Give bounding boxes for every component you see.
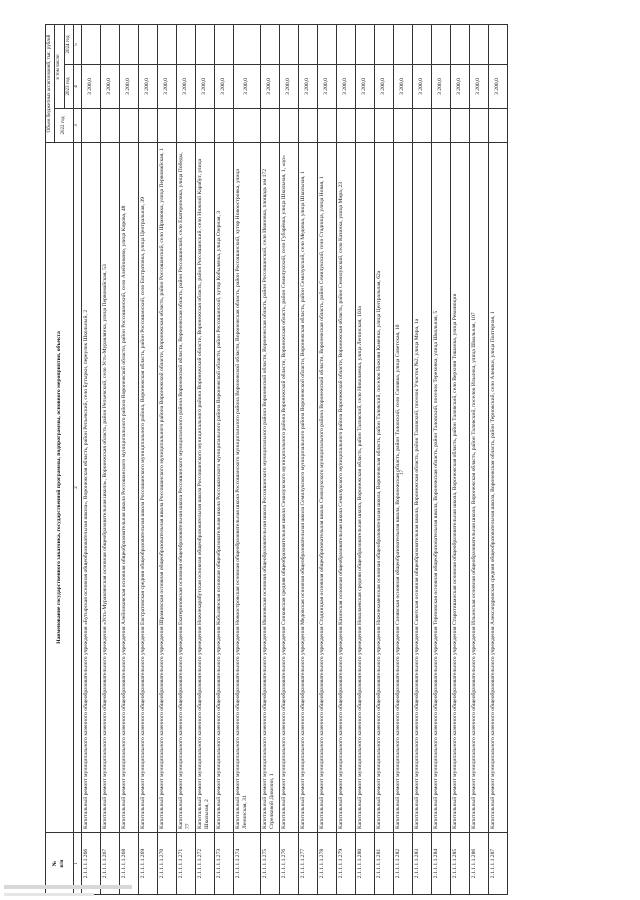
object-name: Капитальный ремонт муниципального казенного общеобразовательного учреждения «Усть-Муравлянская основная общеобразовательная школа», Воронежская область, район Репьевский, село Усть-Муравлянка, улица Первомайская, 53 [100, 143, 119, 833]
value-2024 [469, 25, 488, 65]
object-name: Капитальный ремонт муниципального казенного общеобразовательного учреждения Александровская средняя общеобразовательная школа, Воронежская область, район Терновский, село Алешки, улица Полтерная, 1 [488, 143, 507, 833]
value-2023: 3 200,0 [393, 65, 412, 109]
table-row [176, 25, 195, 895]
object-name: Капитальный ремонт муниципального казенного общеобразовательного учреждения Нижнекаменская основная общеобразовательная школа, Воронежская область, район Таловский, поселок Нижняя Каменка, улица Центральная, 62а [374, 143, 393, 833]
value-2023: 3 200,0 [431, 65, 450, 109]
value-2024 [260, 25, 279, 65]
column-index-row [73, 25, 81, 895]
value-2024 [233, 25, 260, 65]
scan-shadow [4, 893, 94, 896]
table-row [336, 25, 355, 895]
value-2022 [279, 109, 298, 143]
value-2024 [195, 25, 214, 65]
value-2023: 3 200,0 [81, 65, 100, 109]
object-name: Капитальный ремонт муниципального казенного общеобразовательного учреждения Евстратовская средняя общеобразовательная школа Россошанского муниципального района, Воронежская область, район Россошанский, село Евстратовка, улица Центральная, 39 [138, 143, 157, 833]
object-name: Капитальный ремонт муниципального казенного общеобразовательного учреждения Стадницкая основная общеобразовательная школа Семилукского муниципального района Воронежской области, Воронежская область, район Семилукский, село Стадница, улица Новая, 1 [317, 143, 336, 833]
value-2024 [138, 25, 157, 65]
value-2023: 3 200,0 [279, 65, 298, 109]
header-budget: Объем бюджетных ассигнований, тыс. рублей [46, 25, 55, 143]
table-row [431, 25, 450, 895]
header-2024: 2024 год [64, 25, 73, 65]
header-num: № п/п [46, 833, 74, 895]
row-number: 2.1.1.1.1.287 [488, 833, 507, 895]
value-2024 [81, 25, 100, 65]
column-index: 4 [73, 65, 81, 109]
value-2022 [157, 109, 176, 143]
object-name: Капитальный ремонт муниципального казенного общеобразовательного учреждения Нижнекарабутская основная общеобразовательная школа Россошанского муниципального района Воронежской области, Воронежская область, район Россошанский, село Нижний Карабут, улица Школьная, 2 [195, 143, 214, 833]
table-row [393, 25, 412, 895]
value-2023: 3 200,0 [336, 65, 355, 109]
value-2022 [488, 109, 507, 143]
row-number: 2.1.1.1.1.266 [81, 833, 100, 895]
value-2024 [157, 25, 176, 65]
value-2022 [138, 109, 157, 143]
row-number: 2.1.1.1.1.269 [138, 833, 157, 895]
object-name: Капитальный ремонт муниципального казенного общеобразовательного учреждения Екатериновская основная общеобразовательная школа Россошанского муниципального района Воронежской области, Воронежская область, район Россошанский, село Екатериновка, улица Победы, 77 [176, 143, 195, 833]
header-2022: 2022 год [55, 109, 74, 143]
object-name: Капитальный ремонт муниципального казенного общеобразовательного учреждения Тереховская основная общеобразовательная школа, Воронежская область, район Таловский, поселок Тереховка, улица Школьная, 5 [431, 143, 450, 833]
table-row [450, 25, 469, 895]
table-row [298, 25, 317, 895]
object-name: Капитальный ремонт муниципального казенного общеобразовательного учреждения Новоостровская основная общеобразовательная школа Россошанского муниципального района Воронежской области, Воронежская область, район Россошанский, хутор Новоостровка, улица Ленинская, 31 [233, 143, 260, 833]
table-row [355, 25, 374, 895]
value-2022 [298, 109, 317, 143]
value-2023: 3 200,0 [157, 65, 176, 109]
value-2022 [450, 109, 469, 143]
value-2022 [336, 109, 355, 143]
object-name: Капитальный ремонт муниципального казенного общеобразовательного учреждения Сонковская средняя общеобразовательная школа Семилукского муниципального района Воронежской области, Воронежская область, район Семилукский, село Губарёвка, улица Школьная, 1, «цо» [279, 143, 298, 833]
value-2023: 3 200,0 [488, 65, 507, 109]
column-index: 5 [73, 25, 81, 65]
table-row [157, 25, 176, 895]
value-2023: 3 200,0 [469, 65, 488, 109]
value-2023: 3 200,0 [138, 65, 157, 109]
value-2023: 3 200,0 [450, 65, 469, 109]
row-number: 2.1.1.1.1.286 [469, 833, 488, 895]
table-row [279, 25, 298, 895]
value-2022 [317, 109, 336, 143]
value-2024 [412, 25, 431, 65]
value-2023: 3 200,0 [100, 65, 119, 109]
row-number: 2.1.1.1.1.277 [298, 833, 317, 895]
value-2024 [450, 25, 469, 65]
object-name: Капитальный ремонт муниципального казенного общеобразовательного учреждения «Бутырская основная общеобразовательная школа», Воронежская область, район Репьевский, село Бутырки, переулок Школьный, 2 [81, 143, 100, 833]
row-number: 2.1.1.1.1.285 [450, 833, 469, 895]
row-number: 2.1.1.1.1.273 [214, 833, 233, 895]
table-row [214, 25, 233, 895]
object-name: Капитальный ремонт муниципального казенного общеобразовательного учреждения Старотишанская основная общеобразовательная школа, Воронежская область, район Таловский, село Верхняя Тишанка, улица Революции [450, 143, 469, 833]
row-number: 2.1.1.1.1.282 [393, 833, 412, 895]
value-2024 [488, 25, 507, 65]
row-number: 2.1.1.1.1.276 [279, 833, 298, 895]
row-number: 2.1.1.1.1.271 [176, 833, 195, 895]
value-2023: 3 200,0 [119, 65, 138, 109]
column-index: 3 [73, 109, 81, 143]
row-number: 2.1.1.1.1.281 [374, 833, 393, 895]
table-row [317, 25, 336, 895]
value-2024 [336, 25, 355, 65]
row-number: 2.1.1.1.1.272 [195, 833, 214, 895]
table-row [195, 25, 214, 895]
value-2024 [119, 25, 138, 65]
budget-table [45, 24, 508, 895]
value-2023: 3 200,0 [176, 65, 195, 109]
value-2023: 3 200,0 [355, 65, 374, 109]
header-name: Наименование государственного заказчика, государственной программы, подпрограммы, основного мероприятия, объекта [46, 143, 74, 833]
object-name: Капитальный ремонт муниципального казенного общеобразовательного учреждения Кобылянская основная общеобразовательная школа Россошанского муниципального района Воронежской области, район Россошанский, хутор Кобылянка, улица Озерная, 3 [214, 143, 233, 833]
table-row [119, 25, 138, 895]
object-name: Капитальный ремонт муниципального казенного общеобразовательного учреждения Медовская основная общеобразовательная школа Семилукского муниципального района Воронежской области, Воронежская область, район Семилукский, село Медовка, улица Школьная, 1 [298, 143, 317, 833]
value-2023: 3 200,0 [298, 65, 317, 109]
value-2022 [260, 109, 279, 143]
table-row [100, 25, 119, 895]
row-number: 2.1.1.1.1.279 [336, 833, 355, 895]
table-body [81, 25, 507, 895]
value-2024 [176, 25, 195, 65]
value-2024 [214, 25, 233, 65]
column-index: 1 [73, 833, 81, 895]
value-2022 [214, 109, 233, 143]
row-number: 2.1.1.1.1.284 [431, 833, 450, 895]
value-2022 [412, 109, 431, 143]
table-row [488, 25, 507, 895]
table-row [469, 25, 488, 895]
value-2024 [279, 25, 298, 65]
header-2023: 2023 год [64, 65, 73, 109]
document-sheet [45, 25, 585, 895]
value-2023: 3 200,0 [412, 65, 431, 109]
value-2024 [100, 25, 119, 65]
table-row [374, 25, 393, 895]
value-2024 [431, 25, 450, 65]
row-number: 2.1.1.1.1.275 [260, 833, 279, 895]
value-2022 [119, 109, 138, 143]
value-2023: 3 200,0 [214, 65, 233, 109]
value-2024 [317, 25, 336, 65]
table-row [81, 25, 100, 895]
object-name: Капитальный ремонт муниципального казенного общеобразовательного учреждения Николаевская средняя общеобразовательная школа, Воронежская область, район Таловский, село Николаевка, улица Ленинская, 103а [355, 143, 374, 833]
value-2023: 3 200,0 [233, 65, 260, 109]
value-2024 [298, 25, 317, 65]
value-2022 [195, 109, 214, 143]
page-number: 17 [400, 470, 405, 475]
value-2024 [393, 25, 412, 65]
row-number: 2.1.1.1.1.268 [119, 833, 138, 895]
value-2022 [355, 109, 374, 143]
value-2022 [100, 109, 119, 143]
object-name: Капитальный ремонт муниципального казенного общеобразовательного учреждения Казинская основная общеобразовательная школа Семилукского муниципального района Воронежской области, Воронежская область, район Семилукский, село Казинка, улица Мира, 23 [336, 143, 355, 833]
value-2022 [431, 109, 450, 143]
object-name: Капитальный ремонт муниципального казенного общеобразовательного учреждения Шрамовская основная общеобразовательная школа Россошанского муниципального района Воронежской области, Воронежская область, район Россошанский, село Шрамовка, улица Первомайская, 1 [157, 143, 176, 833]
object-name: Капитальный ремонт муниципального казенного общеобразовательного учреждения Ивановская основная общеобразовательная школа Россошанского муниципального района Воронежской области, Воронежская область, район Россошанский, село Ивановка, площадь им 172 Стрелковой Дивизии, 1 [260, 143, 279, 833]
value-2024 [355, 25, 374, 65]
value-2023: 3 200,0 [260, 65, 279, 109]
row-number: 2.1.1.1.1.280 [355, 833, 374, 895]
value-2022 [81, 109, 100, 143]
table-row [138, 25, 157, 895]
object-name: Капитальный ремонт муниципального казенного общеобразовательного учреждения Ильинская основная общеобразовательная школа, Воронежская область, район Таловский, поселок Ильинка, улица Школьная, 107 [469, 143, 488, 833]
value-2022 [469, 109, 488, 143]
value-2022 [233, 109, 260, 143]
row-number: 2.1.1.1.1.283 [412, 833, 431, 895]
value-2022 [393, 109, 412, 143]
table-row [233, 25, 260, 895]
table-row [412, 25, 431, 895]
value-2023: 3 200,0 [374, 65, 393, 109]
row-number: 2.1.1.1.1.274 [233, 833, 260, 895]
value-2022 [176, 109, 195, 143]
object-name: Капитальный ремонт муниципального казенного общеобразовательного учреждения Синявская основная общеобразовательная школа, Воронежская область, район Таловский, село Синявка, улица Советская, 10 [393, 143, 412, 833]
value-2023: 3 200,0 [195, 65, 214, 109]
value-2024 [374, 25, 393, 65]
row-number: 2.1.1.1.1.267 [100, 833, 119, 895]
row-number: 2.1.1.1.1.278 [317, 833, 336, 895]
header-including: в том числе: [55, 25, 64, 109]
scan-shadow [4, 885, 132, 889]
table-row [260, 25, 279, 895]
object-name: Капитальный ремонт муниципального казенного общеобразовательного учреждения Советская основная общеобразовательная школа, Воронежская область, район Таловский, поселок Участок №2, улица Мира, 1а [412, 143, 431, 833]
value-2023: 3 200,0 [317, 65, 336, 109]
column-index: 2 [73, 143, 81, 833]
value-2022 [374, 109, 393, 143]
row-number: 2.1.1.1.1.270 [157, 833, 176, 895]
object-name: Капитальный ремонт муниципального казенного общеобразовательного учреждения Алейниковская основная общеобразовательная школа Россошанского муниципального района Воронежской области, район Россошанский, село Алейниково, улица Кирова, 48 [119, 143, 138, 833]
